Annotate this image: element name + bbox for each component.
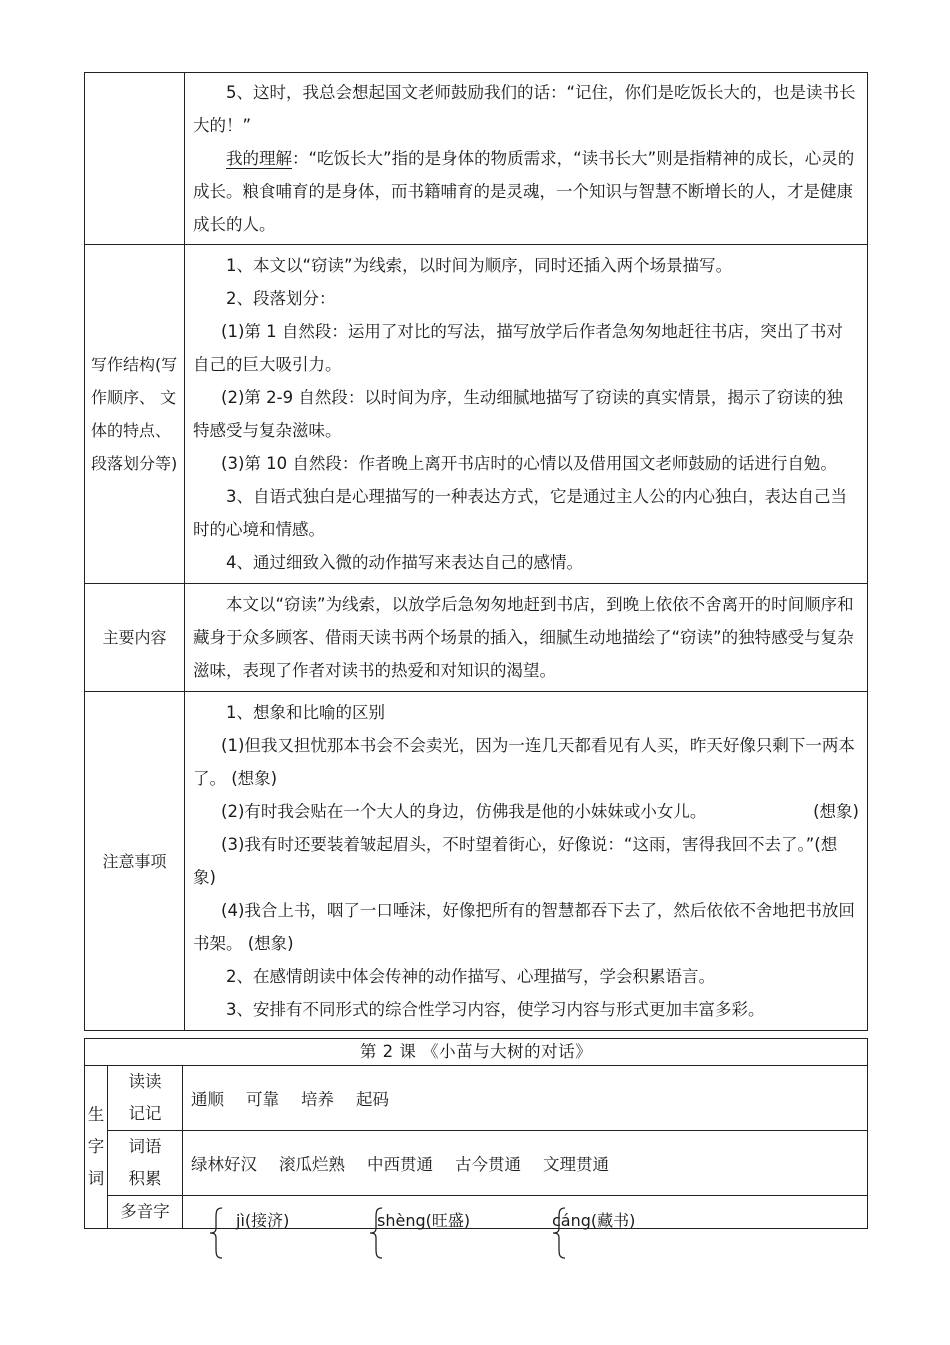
vocab-word: 文理贯通	[543, 1155, 609, 1174]
list-item: 2、段落划分：	[226, 289, 336, 308]
quote-paragraph: 5、这时，我总会想起国文老师鼓励我们的话：“记住，你们是吃饭长大的，也是读书长大的！”	[193, 83, 856, 135]
notes-content	[185, 692, 868, 1031]
writing-structure-content	[185, 245, 868, 584]
vocab-word: 可靠	[246, 1090, 279, 1109]
list-item: (1)第 1 自然段：运用了对比的写法，描写放学后作者急匆匆地赶往书店，突出了书对自己的巨大吸引力。	[193, 322, 843, 374]
example-item: (2)有时我会贴在一个大人的身边，仿佛我是他的小妹妹或小女儿。 (想象)	[221, 802, 859, 821]
row-label	[85, 73, 185, 245]
list-item: 3、安排有不同形式的综合性学习内容，使学习内容与形式更加丰富多彩。	[226, 1000, 765, 1019]
row-content	[185, 73, 868, 245]
table-row	[85, 584, 868, 692]
main-content-text: 本文以“窃读”为线索，以放学后急匆匆地赶到书店，到晚上依依不舍离开的时间顺序和藏身于众多顾客、借雨天读书两个场景的插入，细腻生动地描绘了“窃读”的独特感受与复杂滋味，表现了作者对读书的热爱和对知识的渴望。	[185, 584, 868, 692]
list-item: 1、想象和比喻的区别	[226, 703, 385, 722]
read-label: 读读 记记	[108, 1066, 183, 1131]
example-item: (3)我有时还要装着皱起眉头，不时望着街心，好像说：“这雨，害得我回不去了。”(想象)	[193, 835, 838, 887]
vocab-word: 培养	[301, 1090, 334, 1109]
list-item: (3)第 10 自然段：作者晚上离开书店时的心情以及借用国文老师鼓励的话进行自勉。	[221, 454, 837, 473]
read-words	[183, 1066, 868, 1131]
example-item: (1)但我又担忧那本书会不会卖光，因为一连几天都看见有人买，昨天好像只剩下一两本了。 (想象)	[193, 736, 855, 788]
study-notes-table	[84, 72, 868, 1031]
example-item: (4)我合上书，咽了一口唾沫，好像把所有的智慧都吞下去了，然后依依不舍地把书放回书架。 (想象)	[193, 901, 855, 953]
understanding-label: 我的理解	[226, 149, 292, 168]
writing-structure-label: 写作结构(写作顺序、 文体的特点、段落划分等)	[85, 245, 185, 584]
vocab-word: 绿林好汉	[191, 1155, 257, 1174]
table-row	[85, 692, 868, 1031]
list-item: 3、自语式独白是心理描写的一种表达方式，它是通过主人公的内心独白，表达自己当时的心境和情感。	[193, 487, 847, 539]
list-item: 2、在感情朗读中体会传神的动作描写、心理描写，学会积累语言。	[226, 967, 715, 986]
notes-label: 注意事项	[85, 692, 185, 1031]
vocab-word: 滚瓜烂熟	[279, 1155, 345, 1174]
polyphone-label: 多音字	[108, 1196, 183, 1229]
brace-icon	[206, 1206, 224, 1260]
vocab-word: 中西贯通	[367, 1155, 433, 1174]
lesson-title: 第 2 课 《小苗与大树的对话》	[85, 1039, 868, 1066]
polyphone-entry: shèng(旺盛)	[377, 1211, 471, 1230]
list-item: 1、本文以“窃读”为线索，以时间为顺序，同时还插入两个场景描写。	[226, 256, 733, 275]
list-item: (2)第 2-9 自然段：以时间为序，生动细腻地描写了窃读的真实情景，揭示了窃读的独特感受与复杂滋味。	[193, 388, 843, 440]
list-item: 4、通过细致入微的动作描写来表达自己的感情。	[226, 553, 583, 572]
vocab-word: 通顺	[191, 1090, 224, 1109]
lesson-vocab-table	[84, 1038, 868, 1229]
polyphone-entry: jì(接济)	[236, 1211, 290, 1230]
table-row	[85, 245, 868, 584]
main-content-label: 主要内容	[85, 584, 185, 692]
vocab-word: 古今贯通	[455, 1155, 521, 1174]
group-label: 生 字 词	[85, 1066, 108, 1229]
polyphone-entry: cáng(藏书)	[552, 1211, 636, 1230]
accumulated-words	[183, 1131, 868, 1196]
table-row	[85, 73, 868, 245]
vocab-word: 起码	[356, 1090, 389, 1109]
words-label: 词语 积累	[108, 1131, 183, 1196]
understanding-paragraph: 我的理解：“吃饭长大”指的是身体的物质需求，“读书长大”则是指精神的成长，心灵的成长。粮食哺育的是身体，而书籍哺育的是灵魂，一个知识与智慧不断增长的人，才是健康成长的人。	[193, 149, 855, 234]
